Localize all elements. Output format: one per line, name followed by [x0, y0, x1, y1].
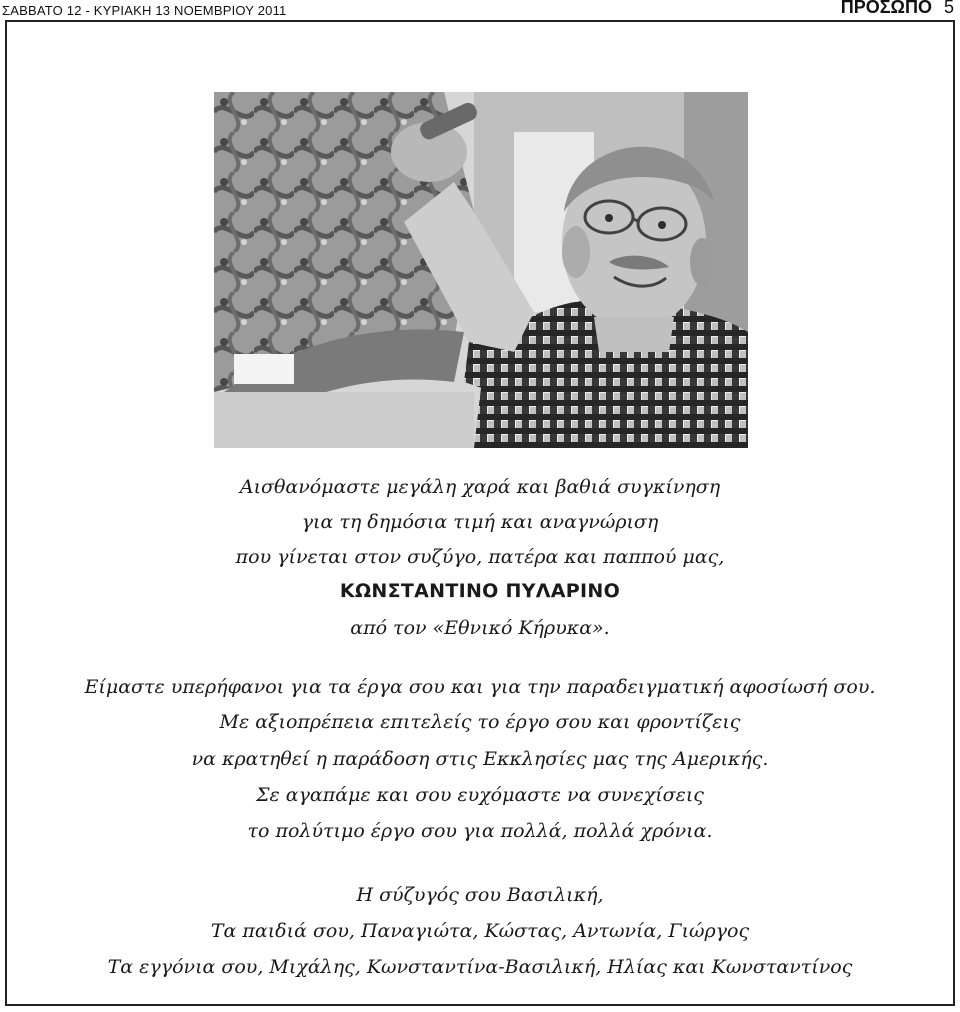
honoree-name: ΚΩΝΣΤΑΝΤΙΝΟ ΠΥΛΑΡΙΝΟ	[339, 580, 621, 602]
message-line: Με αξιοπρέπεια επιτελείς το έργο σου και φροντίζεις	[219, 711, 741, 733]
portrait-photo	[214, 92, 748, 448]
message-line: να κρατηθεί η παράδοση στις Εκκλησίες μας της Αμερικής.	[191, 748, 769, 770]
signature-line: Τα παιδιά σου, Παναγιώτα, Κώστας, Αντωνία, Γιώργος	[210, 920, 750, 942]
announcement-line: από τον «Εθνικό Κήρυκα».	[350, 617, 610, 639]
message-line: Σε αγαπάμε και σου ευχόμαστε να συνεχίσεις	[256, 784, 704, 806]
signature-line: Η σύζυγός σου Βασιλική,	[356, 884, 604, 906]
page-number: 5	[943, 0, 954, 17]
message-line: το πολύτιμο έργο σου για πολλά, πολλά χρόνια.	[247, 820, 713, 842]
issue-date: ΣΑΒΒΑΤΟ 12 - ΚΥΡΙΑΚΗ 13 ΝΟΕΜΒΡΙΟΥ 2011	[2, 3, 287, 18]
section-title: ΠΡΟΣΩΠΟ	[840, 0, 932, 17]
announcement-line: για τη δημόσια τιμή και αναγνώριση	[301, 511, 659, 533]
announcement-line: Αισθανόμαστε μεγάλη χαρά και βαθιά συγκίνηση	[239, 476, 721, 498]
announcement-line: που γίνεται στον συζύγο, πατέρα και παππού μας,	[235, 546, 725, 568]
signature-line: Τα εγγόνια σου, Μιχάλης, Κωνσταντίνα-Βασιλική, Ηλίας και Κωνσταντίνος	[107, 956, 853, 978]
message-line: Είμαστε υπερήφανοι για τα έργα σου και για την παραδειγματική αφοσίωσή σου.	[84, 676, 876, 698]
section-header	[841, 0, 954, 18]
